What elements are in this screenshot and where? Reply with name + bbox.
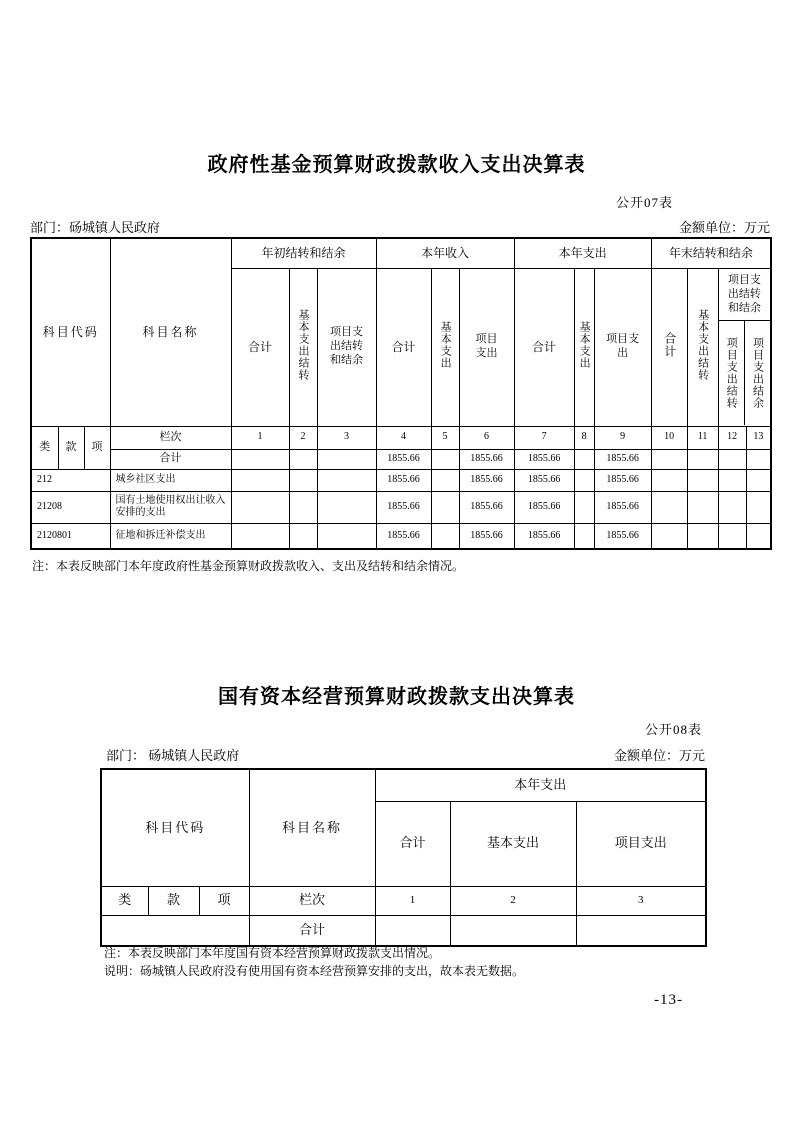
header-col-project-balance: 项目支出结余 [751,336,764,409]
value-cell [574,523,594,549]
value-cell [231,491,289,523]
value-cell: 1855.66 [376,491,431,523]
code-cell: 2120801 [31,523,110,549]
column-number-cell: 10 [651,426,687,449]
value-cell: 1855.66 [514,523,574,549]
page-number: -13- [654,992,683,1008]
value-cell [718,491,746,523]
state-capital-budget-table [100,768,707,947]
header-col-total: 合计 [376,268,431,426]
table1-note: 注：本表反映部门本年度政府性基金预算财政拨款收入、支出及结转和结余情况。 [32,559,465,573]
value-cell [231,449,289,469]
code-cell: 212 [31,469,110,491]
table2-unit: 金额单位：万元 [613,748,705,763]
value-cell: 1855.66 [594,491,651,523]
code-cell: 21208 [31,491,110,523]
column-number-cell: 1 [231,426,289,449]
header-subgroup-label: 项目支出结转和结余 [719,269,771,321]
value-cell: 1855.66 [376,469,431,491]
name-cell: 征地和拆迁补偿支出 [110,523,231,549]
value-cell [317,523,376,549]
table1-unit: 金额单位：万元 [678,220,770,235]
table1-number: 公开07表 [615,195,673,210]
value-cell [687,491,718,523]
value-cell [746,449,771,469]
header-col-total: 合计 [231,268,289,426]
value-cell [375,915,450,946]
value-cell [687,523,718,549]
value-cell: 1855.66 [459,449,514,469]
value-cell: 1855.66 [514,469,574,491]
column-number-cell: 8 [574,426,594,449]
header-group-year-expense: 本年支出 [375,769,706,801]
value-cell [431,491,459,523]
header-col-project-carryover: 项目支出结转 [719,321,745,425]
header-col-basic-expense: 基本支出 [431,268,459,426]
value-cell [431,469,459,491]
header-class: 类 [31,426,58,469]
value-cell [687,449,718,469]
column-number-cell: 6 [459,426,514,449]
value-cell: 1855.66 [376,449,431,469]
table2-remark: 说明：砀城镇人民政府没有使用国有资本经营预算安排的支出，故本表无数据。 [104,964,525,978]
header-subject-code: 科目代码 [101,769,249,886]
name-cell: 国有土地使用权出让收入安排的支出 [110,491,231,523]
value-cell [317,491,376,523]
header-subject-name: 科目名称 [249,769,375,886]
header-col-total: 合计 [375,801,450,886]
header-lanci: 栏次 [110,426,231,449]
column-number-cell: 7 [514,426,574,449]
column-number-cell: 3 [317,426,376,449]
value-cell: 1855.66 [459,469,514,491]
header-section: 款 [58,426,84,469]
header-lanci: 栏次 [249,886,375,915]
value-cell [651,449,687,469]
header-group-end-balance: 年末结转和结余 [651,238,771,268]
value-cell [289,523,317,549]
header-group-year-expense: 本年支出 [514,238,651,268]
empty-code-cell [101,915,249,946]
gov-fund-budget-table [30,237,772,550]
header-col-basic-expense: 基本支出 [450,801,576,886]
value-cell: 1855.66 [376,523,431,549]
table1-title: 政府性基金预算财政拨款收入支出决算表 [207,154,586,176]
value-cell [574,449,594,469]
value-cell: 1855.66 [594,449,651,469]
table2-number: 公开08表 [644,722,702,737]
header-subject-code: 科目代码 [31,238,110,426]
header-group-year-income: 本年收入 [376,238,514,268]
value-cell [317,469,376,491]
header-item: 项 [199,886,249,915]
value-cell [718,523,746,549]
header-col-basic-carryover: 基本支出结转 [289,268,317,426]
column-number-cell: 2 [450,886,576,915]
table1-meta [30,217,770,236]
column-number-cell: 1 [375,886,450,915]
column-number-cell: 11 [687,426,718,449]
column-number-cell: 9 [594,426,651,449]
total-row-label: 合计 [110,449,231,469]
header-group-begin-balance: 年初结转和结余 [231,238,376,268]
value-cell [576,915,706,946]
value-cell [687,469,718,491]
value-cell [317,449,376,469]
value-cell [574,491,594,523]
column-number-cell: 4 [376,426,431,449]
header-col-total: 合计 [651,268,687,426]
header-col-project-expense: 项目支出 [459,268,514,426]
value-cell: 1855.66 [459,523,514,549]
column-number-cell: 12 [718,426,746,449]
header-col-basic-carryover: 基本支出结转 [687,268,718,426]
value-cell [746,469,771,491]
value-cell [289,491,317,523]
header-col-project-expense: 项目支出 [576,801,706,886]
value-cell [289,469,317,491]
value-cell [746,523,771,549]
value-cell [574,469,594,491]
value-cell [651,469,687,491]
total-row-label: 合计 [249,915,375,946]
value-cell [289,449,317,469]
value-cell [718,449,746,469]
header-section: 款 [148,886,199,915]
column-number-cell: 13 [746,426,771,449]
table2-notes [104,944,524,980]
table1-department: 部门：砀城镇人民政府 [30,220,161,235]
value-cell [431,449,459,469]
header-col-basic-expense: 基本支出 [574,268,594,426]
value-cell [431,523,459,549]
column-number-cell: 3 [576,886,706,915]
table2-meta [100,745,705,764]
value-cell: 1855.66 [594,523,651,549]
value-cell [651,523,687,549]
value-cell: 1855.66 [459,491,514,523]
value-cell [651,491,687,523]
header-item: 项 [84,426,110,469]
header-col-total: 合计 [514,268,574,426]
column-number-cell: 5 [431,426,459,449]
value-cell: 1855.66 [514,491,574,523]
value-cell: 1855.66 [514,449,574,469]
value-cell [718,469,746,491]
header-subject-name: 科目名称 [110,238,231,426]
column-number-cell: 2 [289,426,317,449]
header-class: 类 [101,886,148,915]
value-cell [450,915,576,946]
header-col-project-expense: 项目支出 [594,268,651,426]
table2-department: 部门： 砀城镇人民政府 [106,748,240,763]
value-cell [746,491,771,523]
table2-title: 国有资本经营预算财政拨款支出决算表 [218,686,575,708]
header-col-project-carryover-balance: 项目支出结转和结余 [317,268,376,426]
value-cell [231,523,289,549]
table2-note: 注：本表反映部门本年度国有资本经营预算财政拨款支出情况。 [104,946,441,960]
name-cell: 城乡社区支出 [110,469,231,491]
header-col-project-carryover-balance-group [718,268,771,426]
value-cell [231,469,289,491]
value-cell: 1855.66 [594,469,651,491]
